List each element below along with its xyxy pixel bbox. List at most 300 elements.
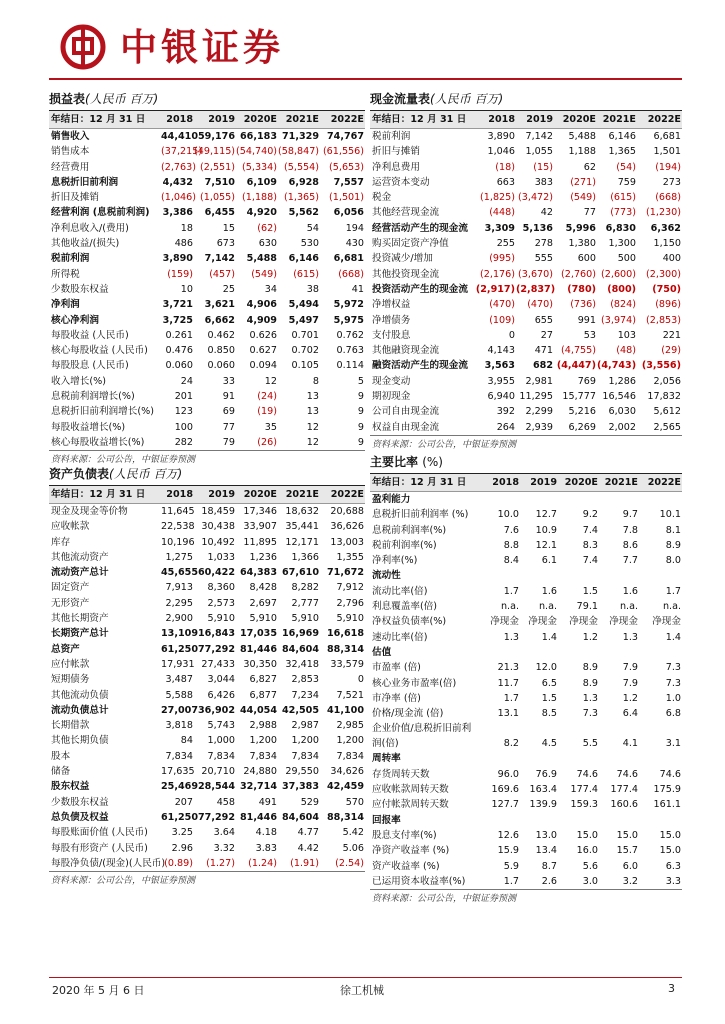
row-value: 682 <box>532 360 553 372</box>
row-value: (1,230) <box>646 207 681 219</box>
row-value: (194) <box>655 161 681 173</box>
key-ratios-table <box>370 474 682 889</box>
row-label: 投资减少/增加 <box>372 253 433 265</box>
row-value: 79 <box>222 436 235 448</box>
balance-source-note: 资料来源：公司公告，中银证券预测 <box>49 871 365 890</box>
row-value: (2,176) <box>480 268 515 280</box>
row-label: 市盈率 (倍) <box>372 662 421 674</box>
row-label: 息税前利润增长(%) <box>51 391 135 403</box>
row-value: 净现金 <box>609 616 638 628</box>
year-header: 2021E <box>599 474 639 492</box>
income-statement-title: 损益表(人民币 百万) <box>49 89 365 111</box>
row-value: (448) <box>489 207 515 219</box>
table-row <box>370 859 682 874</box>
row-value: 3,890 <box>487 131 515 142</box>
row-value: 2.6 <box>541 875 557 887</box>
key-ratios-title: 主要比率 (%) <box>370 452 682 474</box>
row-value: 3.0 <box>582 875 598 887</box>
row-value: 4.77 <box>297 827 319 839</box>
row-value: 8.4 <box>503 555 519 567</box>
row-value: 0.476 <box>165 345 193 357</box>
row-value: (58,847) <box>278 146 320 158</box>
row-value: (62) <box>257 222 277 234</box>
row-value: 71,672 <box>326 567 364 579</box>
row-value: (54) <box>616 161 636 173</box>
row-value: 77,292 <box>197 643 235 655</box>
table-row <box>370 828 682 843</box>
row-value: (37,215) <box>161 146 203 158</box>
row-label: 速动比率(倍) <box>372 631 428 643</box>
row-value: 5,216 <box>568 406 596 418</box>
row-value: 161.1 <box>653 799 681 811</box>
row-value: 17,931 <box>161 658 195 670</box>
row-value: 54 <box>306 222 319 234</box>
row-value: 59,176 <box>197 131 235 142</box>
row-value: 6.3 <box>665 860 681 872</box>
row-value: 9 <box>357 436 364 448</box>
row-value: 5,910 <box>249 613 277 625</box>
row-value: 6,146 <box>608 131 636 142</box>
table-row <box>49 810 365 825</box>
row-label: 净资产收益率 (%) <box>372 845 450 857</box>
row-value: (1,055) <box>200 192 235 204</box>
table-row <box>370 630 682 645</box>
row-value: (773) <box>610 207 636 219</box>
row-value: 3,386 <box>162 207 193 219</box>
row-value: 1.7 <box>503 692 519 704</box>
row-value: 1.3 <box>622 631 638 643</box>
row-value: 6,056 <box>333 207 364 219</box>
table-header-row <box>370 474 682 492</box>
row-label: 市净率 (倍) <box>372 692 421 704</box>
table-row <box>370 721 682 751</box>
row-value: (18) <box>495 161 515 173</box>
row-value: 1.3 <box>582 692 598 704</box>
row-value: 8,282 <box>291 582 319 594</box>
table-row <box>370 874 682 889</box>
table-row <box>49 535 365 550</box>
row-label: 净利润 <box>51 299 80 311</box>
table-row <box>370 645 682 660</box>
table-row <box>49 420 365 435</box>
row-value: 6,940 <box>487 391 515 403</box>
row-value: 10.9 <box>535 524 557 536</box>
row-value: 530 <box>300 238 319 250</box>
year-header: 2022E <box>637 111 682 129</box>
row-value: 13.0 <box>535 829 557 841</box>
row-value: 32,714 <box>239 781 277 793</box>
row-value: 2,565 <box>653 421 681 433</box>
row-value: (26) <box>257 436 277 448</box>
row-label: 利息覆盖率(倍) <box>372 601 438 613</box>
row-value: 净现金 <box>528 616 557 628</box>
row-value: 273 <box>662 176 681 188</box>
table-row <box>49 267 365 282</box>
row-value: 62 <box>583 161 596 173</box>
row-value: 2,988 <box>249 720 277 732</box>
row-value: (4,743) <box>597 360 637 372</box>
row-value: (5,653) <box>329 161 364 173</box>
row-value: 1.2 <box>622 692 638 704</box>
table-row <box>49 825 365 840</box>
row-value: 177.4 <box>610 784 638 796</box>
row-value <box>639 813 682 828</box>
row-value: 0.114 <box>336 360 364 372</box>
row-value: 2.96 <box>171 842 193 854</box>
row-value: 6.0 <box>622 860 638 872</box>
row-value: 74.6 <box>616 768 638 780</box>
table-row <box>49 160 365 175</box>
row-value: (49,115) <box>194 146 236 158</box>
row-value: 12.1 <box>535 539 557 551</box>
row-label: 支付股息 <box>372 329 411 341</box>
row-label: 每股股息 (人民币) <box>51 360 129 372</box>
row-value: (2,837) <box>516 283 556 295</box>
row-value: 5,588 <box>165 689 193 701</box>
row-value: 6,662 <box>204 314 235 326</box>
row-value: 69 <box>222 406 235 418</box>
row-value: 7.3 <box>665 662 681 674</box>
row-label: 税前利润 <box>51 253 90 265</box>
row-value: (5,554) <box>284 161 319 173</box>
row-value: 8.2 <box>503 738 519 750</box>
row-value: 77 <box>222 421 235 433</box>
row-value: 0 <box>357 674 364 686</box>
row-value: 3,955 <box>487 375 515 387</box>
table-row <box>370 843 682 858</box>
row-value <box>599 568 639 583</box>
row-value: 5,488 <box>568 131 596 142</box>
row-value: 7.9 <box>622 677 638 689</box>
row-value: 1,200 <box>336 735 364 747</box>
footer-date: 2020 年 5 月 6 日 <box>52 984 145 997</box>
row-value: 7.7 <box>622 555 638 567</box>
row-value: 7,834 <box>336 750 364 762</box>
table-row <box>49 779 365 794</box>
row-value: 6,681 <box>653 131 681 142</box>
row-label: 净利息收入/(费用) <box>51 222 129 234</box>
row-value: 1,200 <box>291 735 319 747</box>
row-value: n.a. <box>662 601 681 613</box>
row-value: 6.4 <box>622 708 638 720</box>
row-value: 7,834 <box>165 750 193 762</box>
row-value: 15 <box>222 222 235 234</box>
row-value: 36,902 <box>197 704 235 716</box>
row-value: 17,035 <box>239 628 277 640</box>
row-value: (54,740) <box>236 146 278 158</box>
row-value: 29,550 <box>285 766 319 778</box>
table-row <box>49 236 365 251</box>
row-label: 库存 <box>51 536 71 548</box>
row-value: 1.6 <box>541 585 557 597</box>
row-value: (2.54) <box>335 857 364 869</box>
year-header: 2019 <box>516 111 554 129</box>
row-value: 91 <box>222 391 235 403</box>
row-value: 77 <box>583 207 596 219</box>
row-value: (2,917) <box>475 283 515 295</box>
table-row <box>370 507 682 522</box>
row-value: 4,906 <box>246 299 277 311</box>
row-value: 2,981 <box>525 375 553 387</box>
table-row <box>370 205 682 220</box>
table-row <box>370 267 682 282</box>
row-value: 6,269 <box>568 421 596 433</box>
table-row <box>49 795 365 810</box>
year-header: 2019 <box>194 486 236 504</box>
row-value: 7,834 <box>291 750 319 762</box>
row-value <box>558 492 599 508</box>
row-label: 净利率(%) <box>372 555 418 567</box>
row-value: 5,910 <box>207 613 235 625</box>
table-row <box>49 565 365 580</box>
row-value: 5,910 <box>336 613 364 625</box>
row-value: 5,562 <box>288 207 319 219</box>
row-label: 经营利润 (息税前利润) <box>51 207 150 219</box>
row-value: 27 <box>540 329 553 341</box>
row-value: 33 <box>222 375 235 387</box>
row-value: (3,670) <box>518 268 553 280</box>
row-value: 500 <box>617 253 636 265</box>
row-value: 74.6 <box>576 768 598 780</box>
footer-company: 徐工机械 <box>340 984 384 997</box>
row-value: 22,538 <box>161 521 195 533</box>
table-row <box>370 404 682 419</box>
row-value: 2,900 <box>165 613 193 625</box>
row-value: 42,459 <box>326 781 364 793</box>
row-value: 7,142 <box>204 253 235 265</box>
row-value: 1.0 <box>665 692 681 704</box>
row-value: 44,410 <box>161 131 199 142</box>
row-value: 163.4 <box>529 784 557 796</box>
row-value: 177.4 <box>570 784 598 796</box>
year-header: 2021E <box>597 111 637 129</box>
row-label: 其他经营现金流 <box>372 207 440 219</box>
row-value: 12.0 <box>535 662 557 674</box>
row-value: 6,928 <box>288 176 319 188</box>
row-value: 21.3 <box>497 662 519 674</box>
row-label: 总资产 <box>51 643 80 655</box>
row-value: 663 <box>496 176 515 188</box>
table-row <box>370 236 682 251</box>
row-value: 8.3 <box>582 539 598 551</box>
page-header <box>60 20 670 72</box>
row-value: 103 <box>617 329 636 341</box>
row-value: 8.6 <box>622 539 638 551</box>
row-label: 运营资本变动 <box>372 176 430 188</box>
table-row <box>49 764 365 779</box>
row-value: 7,521 <box>336 689 364 701</box>
year-header: 2022E <box>320 111 365 129</box>
row-value: (1.24) <box>248 857 277 869</box>
row-value: 991 <box>577 314 596 326</box>
row-value: 630 <box>258 238 277 250</box>
row-value: 400 <box>662 253 681 265</box>
row-value: (800) <box>607 283 636 295</box>
row-label: 应付帐款周转天数 <box>372 799 449 811</box>
row-value: 7.8 <box>622 524 638 536</box>
row-value <box>558 751 599 766</box>
row-value: (736) <box>570 299 596 311</box>
row-value: 5,996 <box>565 222 596 234</box>
row-label: 税前利润 <box>372 131 411 142</box>
table-row <box>370 660 682 675</box>
row-value: 4.1 <box>622 738 638 750</box>
row-value: 3.64 <box>213 827 235 839</box>
table-row <box>370 420 682 435</box>
table-row <box>370 328 682 343</box>
row-value: 10,492 <box>201 536 235 548</box>
row-value: 7,834 <box>207 750 235 762</box>
row-value: 3,818 <box>165 720 193 732</box>
row-value: 24,880 <box>243 766 277 778</box>
row-label: 息税折旧前利润 <box>51 176 119 188</box>
row-label: 流动性 <box>372 570 401 582</box>
row-value: 61,250 <box>161 643 199 655</box>
row-value: 769 <box>577 375 596 387</box>
row-value: 24 <box>180 375 193 387</box>
row-value: 5,612 <box>653 406 681 418</box>
row-value: (615) <box>293 268 319 280</box>
row-value: 529 <box>300 796 319 808</box>
balance-sheet-title: 资产负债表(人民币 百万) <box>49 464 365 486</box>
row-value: 1,365 <box>608 146 636 158</box>
row-value: 27,007 <box>161 704 199 716</box>
row-value: 1.4 <box>541 631 557 643</box>
table-row <box>49 404 365 419</box>
row-value: n.a. <box>500 601 519 613</box>
row-value: 3.1 <box>665 738 681 750</box>
row-value: 201 <box>174 391 193 403</box>
row-label: 折旧与摊销 <box>372 146 420 158</box>
row-value: 8 <box>312 375 319 387</box>
row-label: 核心净利润 <box>51 314 99 326</box>
row-value: 221 <box>662 329 681 341</box>
row-value: 81,446 <box>239 811 277 823</box>
row-value <box>558 813 599 828</box>
row-value: 16,969 <box>281 628 319 640</box>
row-value: 6,362 <box>650 222 681 234</box>
row-label: 折旧及摊销 <box>51 192 99 204</box>
row-label: 息税前利润率(%) <box>372 524 447 536</box>
row-value: 净现金 <box>490 616 519 628</box>
table-row <box>49 175 365 190</box>
row-value: 4.42 <box>297 842 319 854</box>
row-value: 5,494 <box>288 299 319 311</box>
row-label: 投资活动产生的现金流 <box>372 283 468 295</box>
table-header-row <box>370 111 682 129</box>
row-value: 2,002 <box>608 421 636 433</box>
row-value: 1,286 <box>608 375 636 387</box>
row-value: 278 <box>534 238 553 250</box>
row-label: 净利息费用 <box>372 161 420 173</box>
header-label: 年结日：12 月 31 日 <box>370 111 474 129</box>
cashflow-panel <box>370 89 682 454</box>
table-row <box>370 767 682 782</box>
row-value <box>480 568 520 583</box>
row-value: 1,046 <box>487 146 515 158</box>
row-value: 10.1 <box>659 509 681 521</box>
row-value: 12 <box>306 421 319 433</box>
year-header: 2018 <box>480 474 520 492</box>
row-value: 41,100 <box>326 704 364 716</box>
header-rule <box>49 78 682 80</box>
row-value: 127.7 <box>491 799 519 811</box>
table-row <box>370 782 682 797</box>
row-value: (271) <box>570 176 596 188</box>
row-value: 66,183 <box>239 131 277 142</box>
row-value: (2,300) <box>646 268 681 280</box>
row-value: 1,055 <box>525 146 553 158</box>
row-value: 净现金 <box>652 616 681 628</box>
table-row <box>370 584 682 599</box>
table-row <box>49 129 365 145</box>
cashflow-table <box>370 111 682 435</box>
table-row <box>370 492 682 508</box>
row-value: 3,621 <box>204 299 235 311</box>
row-value: 6.8 <box>665 708 681 720</box>
row-value: 0.105 <box>291 360 319 372</box>
row-value: 84 <box>180 735 193 747</box>
footer-rule <box>49 977 682 978</box>
table-row <box>370 676 682 691</box>
row-value: 15.0 <box>616 829 638 841</box>
row-value: 673 <box>216 238 235 250</box>
table-row <box>370 190 682 205</box>
row-label: 无形资产 <box>51 597 90 609</box>
row-label: 每股收益增长(%) <box>51 421 126 433</box>
row-value: 28,544 <box>197 781 235 793</box>
row-value: 36,626 <box>330 521 364 533</box>
table-row <box>49 313 365 328</box>
row-value: (549) <box>251 268 277 280</box>
row-value: 7.6 <box>503 524 519 536</box>
row-value: 7.3 <box>582 708 598 720</box>
row-value: 139.9 <box>529 799 557 811</box>
row-value: 555 <box>534 253 553 265</box>
table-row <box>49 358 365 373</box>
table-row <box>49 626 365 641</box>
row-value: (750) <box>652 283 681 295</box>
year-header: 2018 <box>161 486 194 504</box>
row-value: 0.702 <box>291 345 319 357</box>
row-value: 0.762 <box>336 329 364 341</box>
row-value: 159.3 <box>570 799 598 811</box>
row-label: 每股账面价值 (人民币) <box>51 827 148 839</box>
balance-sheet-table <box>49 486 365 871</box>
row-value: 15.9 <box>497 845 519 857</box>
row-label: 短期债务 <box>51 674 90 686</box>
year-header: 2018 <box>474 111 516 129</box>
row-value: 16,843 <box>197 628 235 640</box>
row-value: 0 <box>508 329 515 341</box>
row-value: (1.91) <box>290 857 319 869</box>
row-value: 67,610 <box>281 567 319 579</box>
table-row <box>49 190 365 205</box>
table-row <box>49 642 365 657</box>
row-label: 估值 <box>372 646 392 658</box>
row-value: 6,109 <box>246 176 277 188</box>
row-value <box>639 751 682 766</box>
row-value: 1.5 <box>582 585 598 597</box>
row-value: 6,426 <box>207 689 235 701</box>
row-value: (2,551) <box>200 161 235 173</box>
row-value: 15.0 <box>576 829 598 841</box>
row-label: 融资活动产生的现金流 <box>372 360 468 372</box>
row-value <box>558 645 599 660</box>
row-value: 3,309 <box>484 222 515 234</box>
row-value: 17,832 <box>647 391 681 403</box>
table-row <box>49 596 365 611</box>
